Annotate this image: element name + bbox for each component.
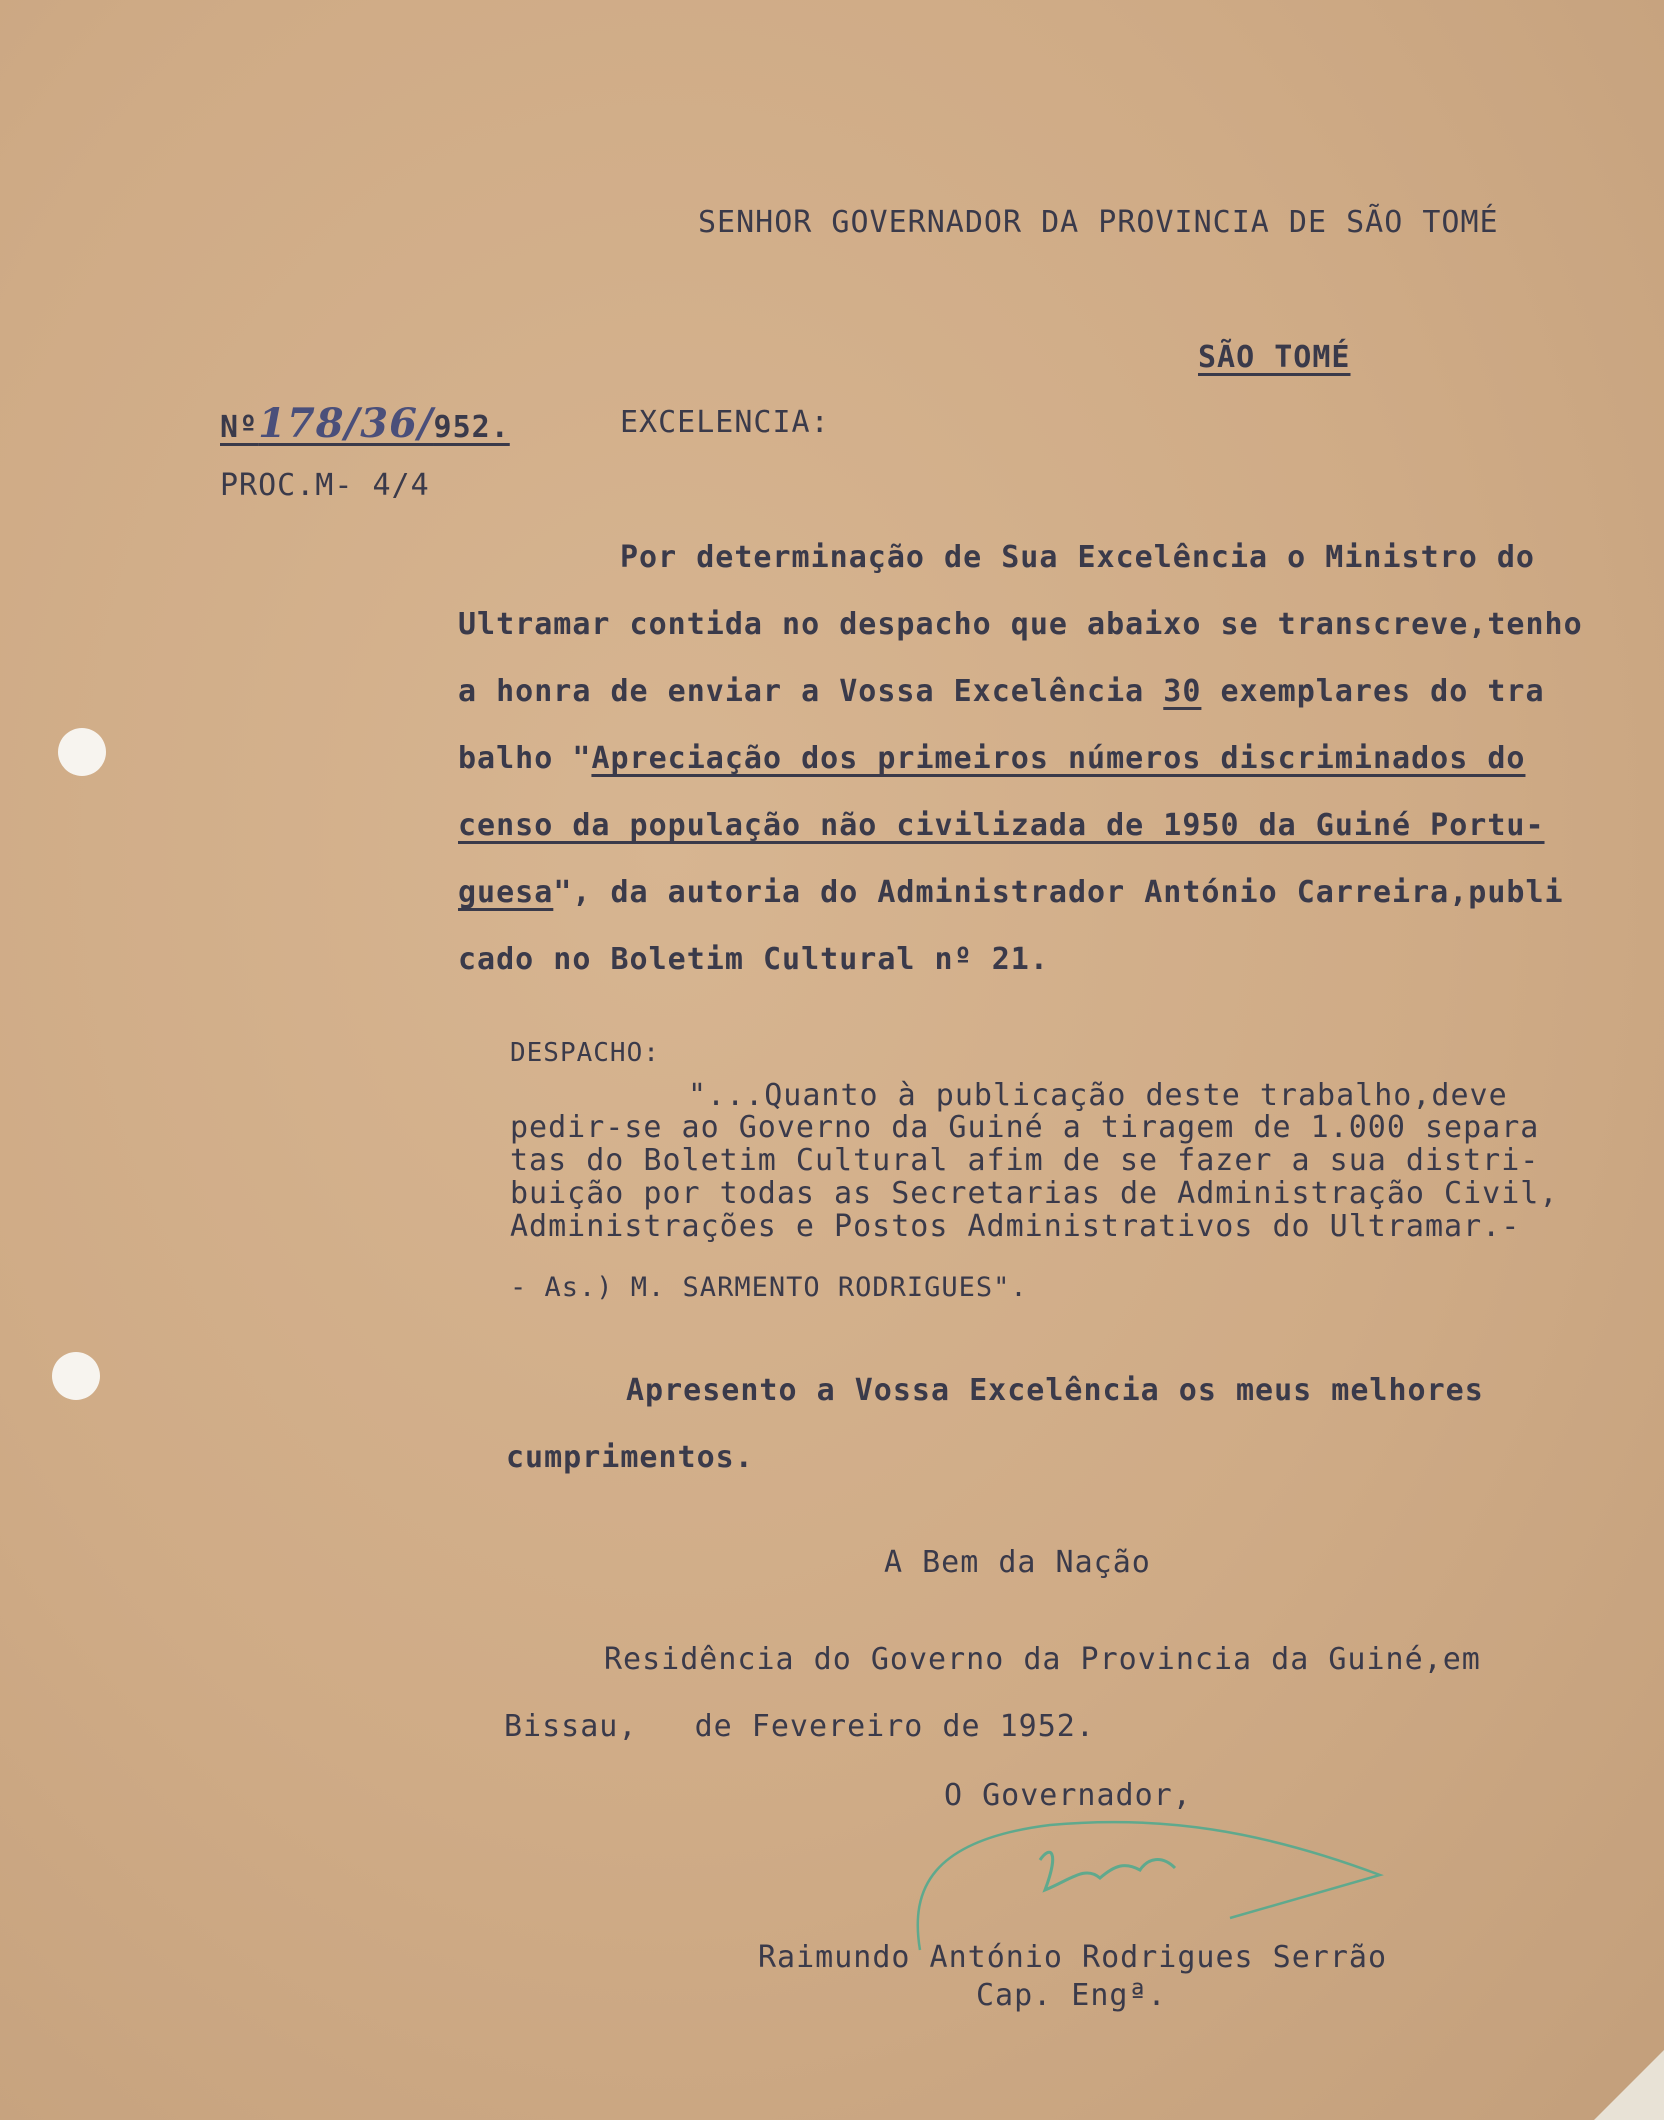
body-text: a honra de enviar a Vossa Excelência bbox=[458, 674, 1164, 709]
body-line bbox=[458, 741, 1525, 776]
work-title: guesa bbox=[458, 875, 554, 910]
despacho-line: "...Quanto à publicação deste trabalho,deve bbox=[688, 1078, 1508, 1113]
despacho-signature: - As.) M. SARMENTO RODRIGUES". bbox=[510, 1272, 1028, 1303]
place-line: Bissau, de Fevereiro de 1952. bbox=[504, 1709, 1095, 1744]
reference-handwritten: 178/36/ bbox=[258, 400, 434, 447]
body-text: exemplares do tra bbox=[1201, 674, 1545, 709]
closing-line: cumprimentos. bbox=[506, 1440, 754, 1475]
motto: A Bem da Nação bbox=[884, 1545, 1151, 1580]
reference-prefix: Nº bbox=[220, 410, 259, 445]
body-line bbox=[458, 674, 1545, 709]
body-line: Por determinação de Sua Excelência o Ministro do bbox=[620, 540, 1535, 575]
work-title: Apreciação dos primeiros números discriminados do bbox=[591, 741, 1526, 776]
reference-year: 952. bbox=[433, 410, 510, 445]
despacho-line: tas do Boletim Cultural afim de se fazer a sua distri- bbox=[510, 1143, 1540, 1178]
body-line bbox=[458, 875, 1564, 910]
punch-hole-top bbox=[58, 728, 106, 776]
reference-number bbox=[220, 400, 510, 447]
signatory-rank: Cap. Engª. bbox=[976, 1978, 1167, 2013]
copies-count: 30 bbox=[1163, 674, 1202, 709]
process-number: PROC.M- 4/4 bbox=[220, 468, 430, 503]
signature bbox=[900, 1770, 1400, 1960]
despacho-label: DESPACHO: bbox=[510, 1038, 660, 1068]
folded-corner bbox=[1594, 2050, 1664, 2120]
body-text: ", da autoria do Administrador António Carreira,publi bbox=[553, 875, 1564, 910]
body-line: Ultramar contida no despacho que abaixo se transcreve,tenho bbox=[458, 607, 1583, 642]
addressee: SENHOR GOVERNADOR DA PROVINCIA DE SÃO TOMÉ bbox=[698, 205, 1499, 240]
work-title: censo da população não civilizada de 1950 da Guiné Portu- bbox=[458, 808, 1545, 843]
despacho-line: pedir-se ao Governo da Guiné a tiragem de 1.000 separa bbox=[510, 1110, 1540, 1145]
place-line: Residência do Governo da Provincia da Guiné,em bbox=[604, 1642, 1481, 1677]
salutation: EXCELENCIA: bbox=[620, 405, 830, 440]
destination: SÃO TOMÉ bbox=[1198, 340, 1351, 375]
signatory-title: O Governador, bbox=[944, 1778, 1192, 1813]
signatory-name: Raimundo António Rodrigues Serrão bbox=[758, 1940, 1388, 1975]
despacho-line: Administrações e Postos Administrativos do Ultramar.- bbox=[510, 1209, 1521, 1244]
punch-hole-bottom bbox=[52, 1352, 100, 1400]
body-line: cado no Boletim Cultural nº 21. bbox=[458, 942, 1049, 977]
despacho-line: buição por todas as Secretarias de Administração Civil, bbox=[510, 1176, 1559, 1211]
body-text: balho " bbox=[458, 741, 592, 776]
closing-line: Apresento a Vossa Excelência os meus melhores bbox=[626, 1373, 1484, 1408]
